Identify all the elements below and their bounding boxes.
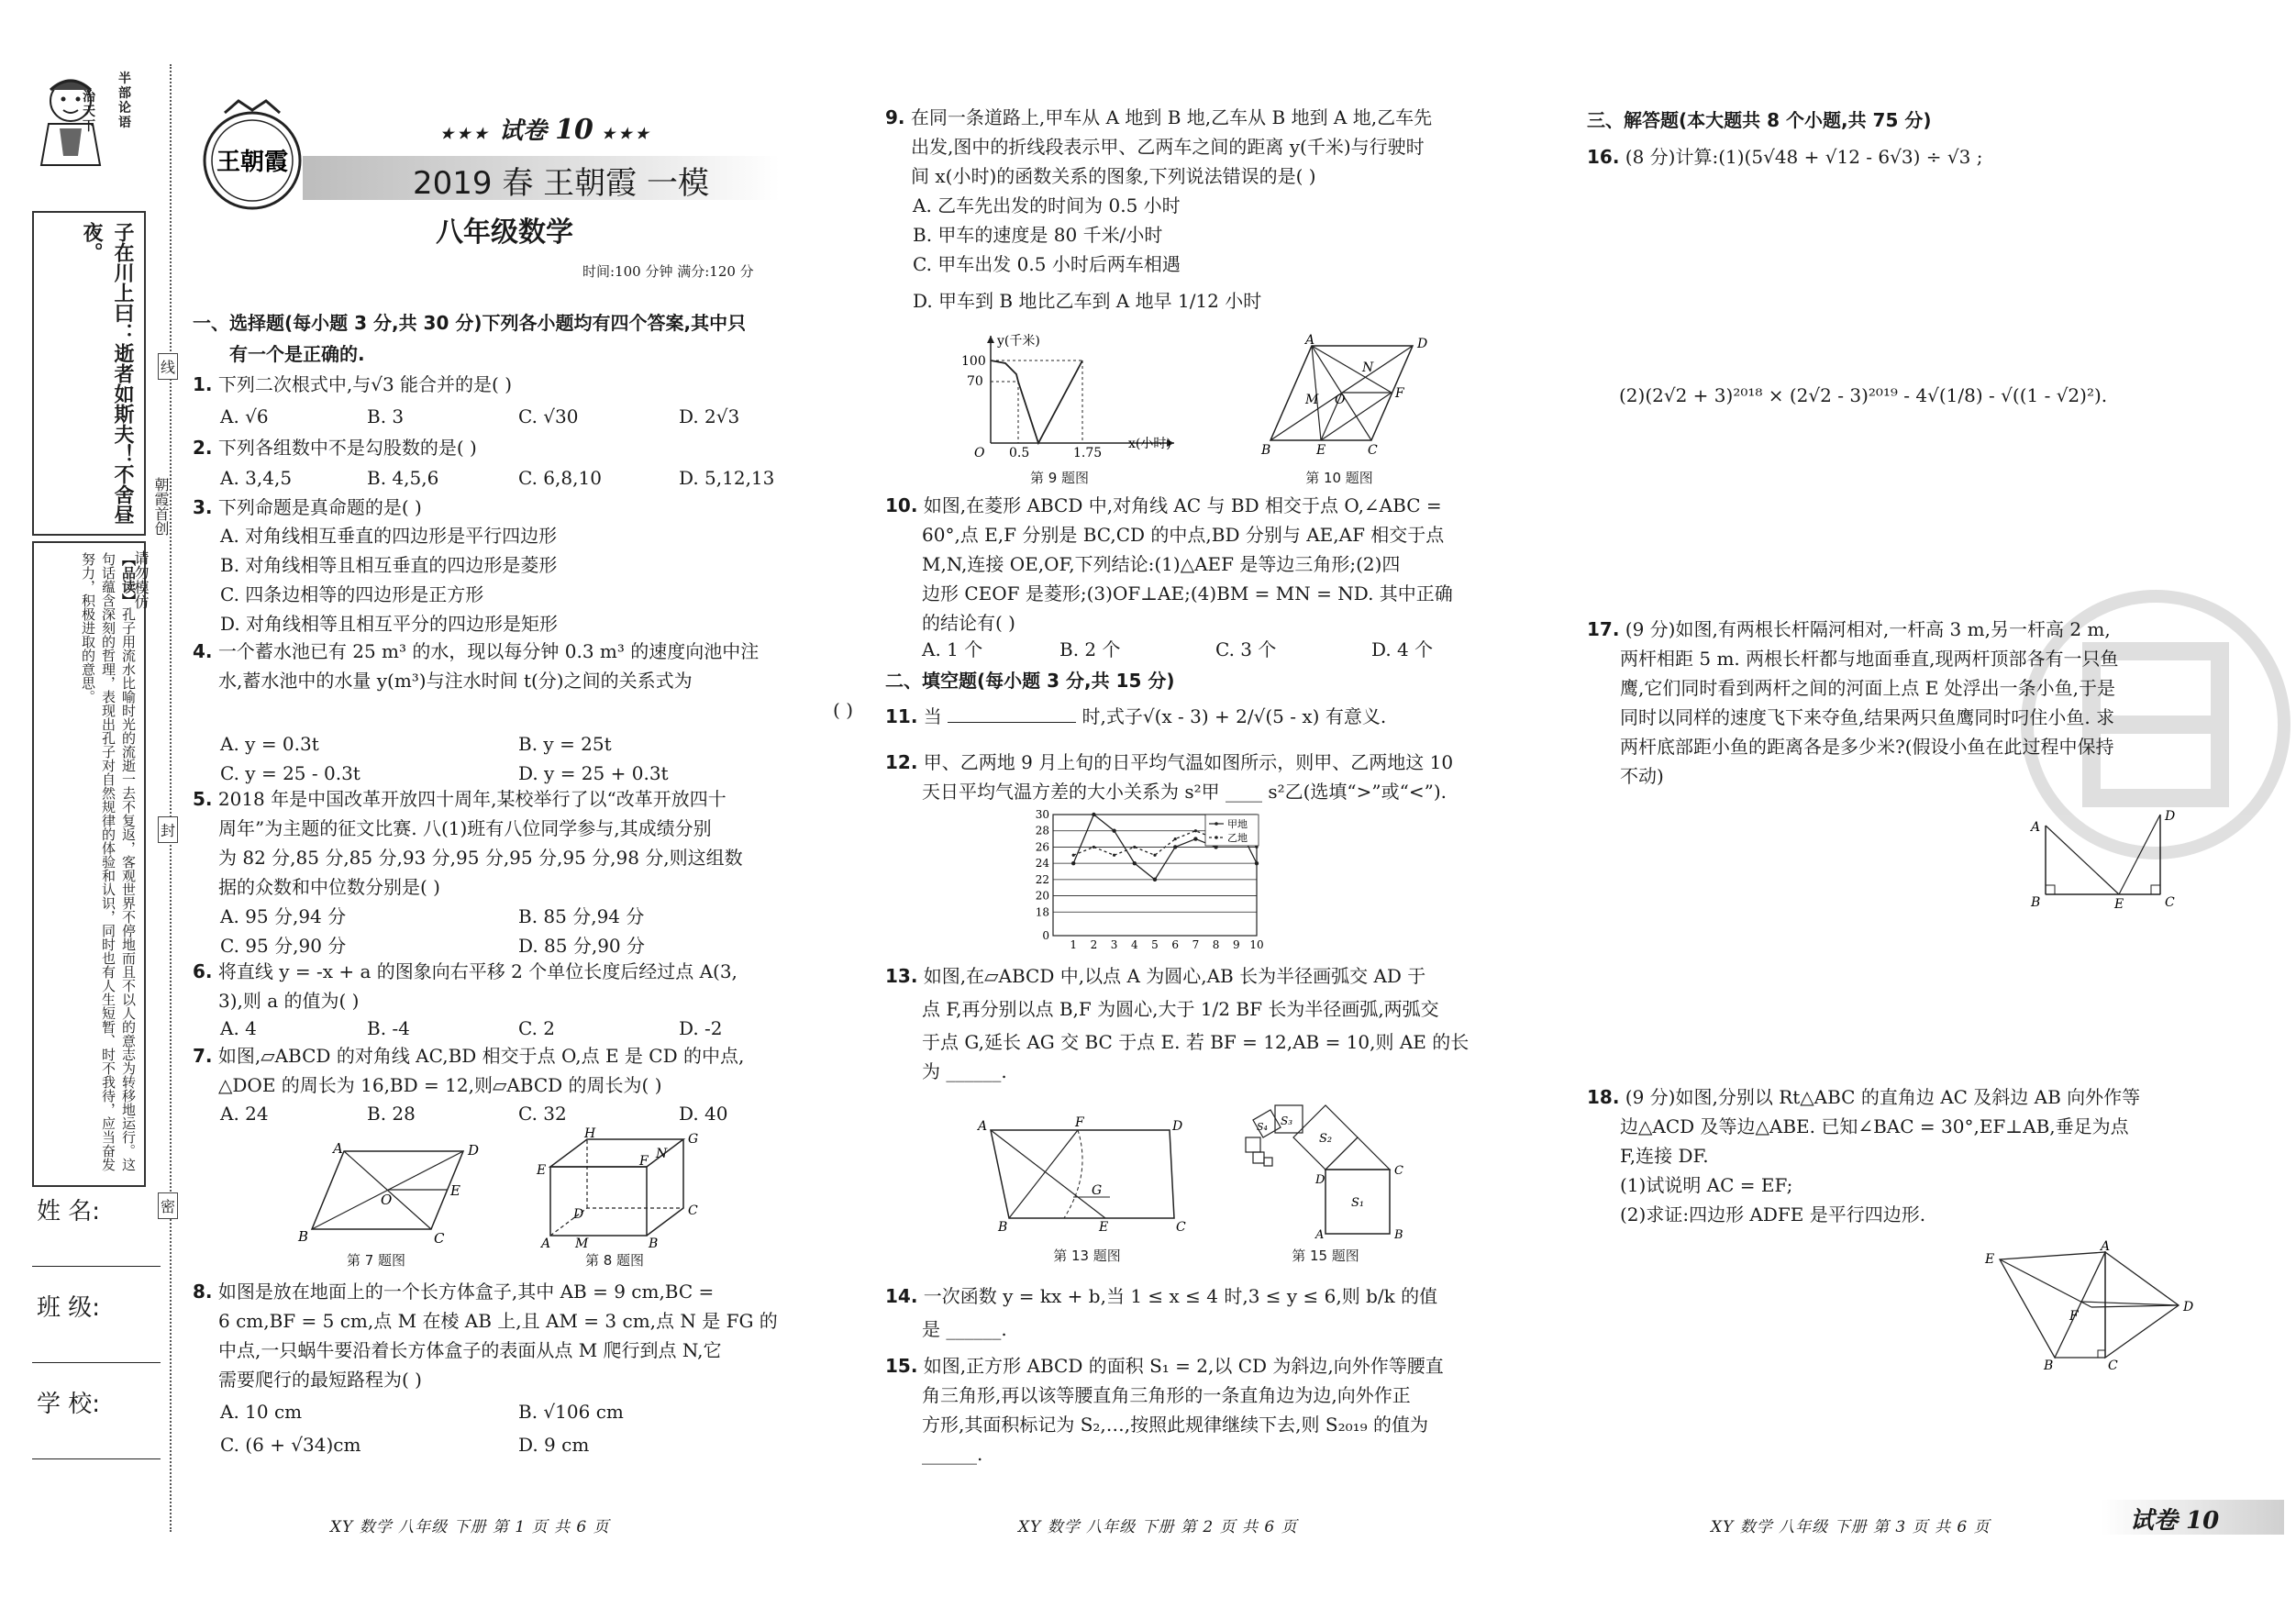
q1-option-a[interactable]: A. √6: [220, 405, 269, 427]
brand-char: 语: [118, 116, 131, 130]
svg-text:G: G: [1092, 1183, 1103, 1198]
chart-point: [1194, 829, 1197, 832]
name-label: 姓 名:: [37, 1198, 101, 1225]
quote-text: 子在川上曰：逝者如斯夫！不舍昼夜。: [80, 222, 135, 525]
paper-tag-text: 试卷 10: [2130, 1507, 2220, 1535]
svg-text:E: E: [1316, 443, 1326, 458]
figure-9: [954, 328, 1183, 461]
cut-mark: 密: [158, 1192, 178, 1219]
q8-options: [220, 1397, 862, 1461]
q7-option-a[interactable]: A. 24: [220, 1103, 269, 1125]
question-5: 5. 2018 年是中国改革开放四十周年,某校举行了以“改革开放四十 周年”为主题的征文比赛. 八(1)班有八位同学参与,其成绩分别 为 82 分,85 分,85 分,93 分,95 分,95 分,95 分,98 分,则这组数 据的众数和中位数分别是( ): [193, 788, 743, 898]
q7-option-c[interactable]: C. 32: [518, 1103, 567, 1125]
q2-option-c[interactable]: C. 6,8,10: [518, 467, 602, 489]
chart-x-tick-label: 7: [1192, 938, 1200, 951]
fig8-caption: 第 8 题图: [584, 1252, 645, 1269]
question-14: 14. 一次函数 y = kx + b,当 1 ≤ x ≤ 4 时,3 ≤ y ≤ 6,则 b/k 的值 是 ______.: [885, 1285, 1438, 1340]
figure-18: [1981, 1239, 2202, 1373]
svg-text:A: A: [978, 1119, 988, 1134]
commentary-text: [78, 552, 139, 1176]
chart-x-tick-label: 6: [1171, 938, 1180, 951]
q5-option-c[interactable]: C. 95 分,90 分: [220, 935, 347, 957]
chart-x-tick-label: 4: [1130, 938, 1138, 951]
chart-legend-marker: [1215, 836, 1218, 839]
temperature-chart: [1027, 807, 1289, 952]
question-1: 1. 下列二次根式中,与√3 能合并的是( ): [193, 373, 513, 395]
q11-answer-blank[interactable]: [948, 722, 1076, 723]
q9-option-a[interactable]: A. 乙车先出发的时间为 0.5 小时: [913, 194, 1181, 216]
footer-page3: XY 数学 八年级 下册 第 3 页 共 6 页: [1711, 1518, 1991, 1536]
footer-page1: XY 数学 八年级 下册 第 1 页 共 6 页: [330, 1518, 610, 1536]
svg-text:C: C: [2108, 1359, 2118, 1373]
class-field[interactable]: [32, 1362, 161, 1363]
svg-text:B: B: [2031, 895, 2041, 910]
fig9-y-tick-100: 100: [961, 354, 986, 369]
q6-option-a[interactable]: A. 4: [220, 1017, 257, 1039]
chart-x-tick-label: 1: [1070, 938, 1078, 951]
name-field[interactable]: [32, 1266, 161, 1267]
question-9: 9. 在同一条道路上,甲车从 A 地到 B 地,乙车从 B 地到 A 地,乙车先 出发,图中的折线段表示甲、乙两车之间的距离 y(千米)与行驶时 间 x(小时)的函数关系的图象,下列说法错误的是( ): [885, 106, 1433, 187]
brand-box: [83, 72, 139, 172]
q5-option-b[interactable]: B. 85 分,94 分: [518, 905, 645, 927]
question-16: 16. (8 分)计算:(1)(5√48 + √12 - 6√3) ÷ √3 ;: [1587, 146, 1983, 168]
svg-text:A: A: [333, 1140, 343, 1157]
time-info: 时间:100 分钟 满分:120 分: [582, 263, 754, 280]
svg-text:D: D: [1172, 1119, 1183, 1134]
chart-point: [1255, 861, 1259, 865]
commentary-box: [32, 541, 146, 1187]
svg-text:N: N: [1362, 360, 1374, 375]
commentary-body: 孔子用流水比喻时光的流逝一去不复返，客观世界不停地而且不以人的意志为转移地运行。这句话蕴含深刻的哲理，表现出孔子对自然规律的体验和认识，同时也有人生短暂、时不我待，应当奋发努力，积极进取的意思。: [80, 552, 137, 1171]
q3-option-d[interactable]: D. 对角线相等且相互平分的四边形是矩形: [220, 613, 559, 635]
svg-text:D: D: [2183, 1300, 2194, 1314]
svg-text:O: O: [381, 1192, 393, 1208]
svg-text:D: D: [1417, 337, 1428, 351]
question-17: 17. (9 分)如图,有两根长杆隔河相对,一杆高 3 m,另一杆高 2 m, 两杆相距 5 m. 两根长杆都与地面垂直,现两杆顶部各有一只鱼 鹰,它们同时看到两杆之间的河面上点 E 处浮出一条小鱼,于是 同时以同样的速度飞下来夺鱼,结果两只鱼鹰同时叼住小鱼. 求 两杆底部距小鱼的距离各是多少米?(假设小鱼在此过程中保持 不动): [1587, 618, 2119, 787]
fig9-x-tick-05: 0.5: [1009, 446, 1030, 460]
cut-mark: 线: [158, 353, 178, 380]
paper-tag: [2101, 1500, 2284, 1535]
svg-text:A: A: [2031, 820, 2041, 835]
svg-text:D: D: [1315, 1173, 1325, 1187]
chart-legend-label: 甲地: [1227, 818, 1248, 830]
svg-text:O: O: [1335, 393, 1346, 407]
q2-option-d[interactable]: D. 5,12,13: [679, 467, 775, 489]
q9-option-b[interactable]: B. 甲车的速度是 80 千米/小时: [913, 224, 1163, 246]
q1-option-d[interactable]: D. 2√3: [679, 405, 740, 427]
chart-point: [1092, 813, 1095, 816]
q4-option-b[interactable]: B. y = 25t: [518, 733, 612, 755]
chart-x-tick-label: 5: [1151, 938, 1159, 951]
svg-text:A: A: [1305, 333, 1315, 348]
school-label: 学 校:: [37, 1391, 101, 1418]
quote-box: [32, 211, 146, 536]
chart-x-tick-label: 3: [1110, 938, 1118, 951]
brand-char: 部: [118, 86, 131, 101]
sidebar: [28, 64, 147, 1596]
figure-10: [1261, 335, 1436, 459]
chart-y-tick-label: 0: [1042, 929, 1049, 942]
figure-8: [537, 1126, 711, 1251]
question-2: 2. 下列各组数中不是勾股数的是( ): [193, 437, 477, 459]
watermark-stamp: [2018, 587, 2293, 862]
chart-point: [1173, 845, 1177, 848]
figure-7: [289, 1142, 482, 1248]
q6-option-b[interactable]: B. -4: [367, 1017, 410, 1039]
logo-text: 王朝霞: [216, 149, 289, 176]
question-18: 18. (9 分)如图,分别以 Rt△ABC 的直角边 AC 及斜边 AB 向外作等 边△ACD 及等边△ABE. 已知∠BAC = 30°,EF⊥AB,垂足为点 F,连接 DF. (1)试说明 AC = EF; (2)求证:四边形 ADFE 是平行四边形.: [1587, 1086, 2141, 1225]
fig9-x-label: x(小时): [1128, 437, 1171, 451]
svg-text:E: E: [450, 1182, 460, 1199]
svg-text:D: D: [468, 1142, 480, 1159]
logo-seal: [188, 96, 316, 216]
q7-option-b[interactable]: B. 28: [367, 1103, 416, 1125]
q8-option-d[interactable]: D. 9 cm: [518, 1434, 590, 1456]
svg-text:H: H: [584, 1126, 596, 1141]
chart-point: [1071, 861, 1075, 865]
svg-text:M: M: [1305, 393, 1319, 407]
q1-option-c[interactable]: C. √30: [518, 405, 579, 427]
q10-option-c[interactable]: C. 3 个: [1215, 638, 1277, 660]
question-13: 13. 如图,在▱ABCD 中,以点 A 为圆心,AB 长为半径画弧交 AD 于 点 F,再分别以点 B,F 为圆心,大于 1/2 BF 长为半径画弧,两弧交 于点 G,延长 AG 交 BC 于点 E. 若 BF = 12,AB = 10,则 AE 的长 为 ______.: [885, 965, 1470, 1082]
class-label: 班 级:: [37, 1294, 101, 1322]
q7-option-d[interactable]: D. 40: [679, 1103, 728, 1125]
fig9-y-tick-70: 70: [967, 374, 983, 389]
stamp-text: 朝霞首创: [152, 477, 170, 536]
chart-point: [1112, 829, 1115, 833]
q4-option-c[interactable]: C. y = 25 - 0.3t: [220, 762, 360, 784]
chart-y-tick-label: 30: [1035, 808, 1049, 821]
q4-option-d[interactable]: D. y = 25 + 0.3t: [518, 762, 669, 784]
figure-13: [972, 1110, 1192, 1238]
svg-text:A: A: [2101, 1239, 2111, 1254]
question-8: 8. 如图是放在地面上的一个长方体盒子,其中 AB = 9 cm,BC = 6 cm,BF = 5 cm,点 M 在棱 AB 上,且 AM = 3 cm,点 N 是 FG 的 中点,一只蜗牛要沿着长方体盒子的表面从点 M 爬行到点 N,它 需要爬行的最短路程为( ): [193, 1281, 778, 1391]
fig9-y-label: y(千米): [997, 334, 1040, 349]
question-4: 4. 一个蓄水池已有 25 m³ 的水，现以每分钟 0.3 m³ 的速度向池中注 水,蓄水池中的水量 y(m³)与注水时间 t(分)之间的关系式为 ( ): [193, 640, 853, 721]
question-10: 10. 如图,在菱形 ABCD 中,对角线 AC 与 BD 相交于点 O,∠ABC = 60°,点 E,F 分别是 BC,CD 的中点,BD 分别与 AE,AF 相交于点 M,N,连接 OE,OF,下列结论:(1)△AEF 是等边三角形;(2)四 边形 CEOF 是菱形;(3)OF⊥AE;(4)BM = MN = ND. 其中正确 的结论有( ): [885, 494, 1453, 634]
footer-page2: XY 数学 八年级 下册 第 2 页 共 6 页: [1018, 1518, 1298, 1536]
chart-point: [1153, 878, 1157, 882]
brand-char: 天: [83, 105, 95, 119]
svg-text:E: E: [1099, 1220, 1109, 1235]
svg-text:M: M: [575, 1237, 589, 1251]
fig9-x-tick-175: 1.75: [1073, 446, 1103, 460]
q2-option-b[interactable]: B. 4,5,6: [367, 467, 439, 489]
chart-point: [1174, 837, 1177, 840]
svg-text:F: F: [1395, 386, 1404, 401]
q8-option-a[interactable]: A. 10 cm: [220, 1401, 303, 1423]
svg-text:S₂: S₂: [1319, 1132, 1333, 1146]
chart-y-tick-label: 18: [1035, 905, 1049, 919]
chart-point: [1072, 854, 1075, 857]
svg-text:G: G: [688, 1132, 699, 1147]
q5-option-d[interactable]: D. 85 分,90 分: [518, 935, 646, 957]
svg-text:C: C: [1176, 1220, 1186, 1235]
svg-text:D: D: [573, 1207, 584, 1222]
section1-title: 一、选择题(每小题 3 分,共 30 分)下列各小题均有四个答案,其中只 有一个是正确的.: [193, 312, 747, 365]
chart-point: [1133, 861, 1137, 865]
chart-point: [1113, 854, 1115, 857]
cut-line: [170, 64, 172, 1532]
svg-text:C: C: [434, 1230, 445, 1247]
q4-option-a[interactable]: A. y = 0.3t: [220, 733, 319, 755]
svg-text:D: D: [2165, 809, 2176, 824]
fig13-caption: 第 13 题图: [1053, 1248, 1121, 1264]
q2-option-a[interactable]: A. 3,4,5: [220, 467, 293, 489]
page-title: 2019 春 王朝霞 一模: [413, 165, 709, 202]
q3-option-c[interactable]: C. 四条边相等的四边形是正方形: [220, 583, 484, 605]
subject-title: 八年级数学: [436, 216, 573, 249]
mascot-icon: [32, 73, 110, 174]
chart-x-tick-label: 8: [1212, 938, 1220, 951]
q9-options: [913, 191, 1261, 316]
svg-text:S₄: S₄: [1257, 1121, 1268, 1133]
chart-point: [1153, 854, 1156, 857]
q9-option-c[interactable]: C. 甲车出发 0.5 小时后两车相遇: [913, 253, 1181, 275]
chart-x-tick-label: 10: [1249, 938, 1264, 951]
q9-option-d[interactable]: D. 甲车到 B 地比乙车到 A 地早 1/12 小时: [913, 290, 1262, 312]
q10-option-a[interactable]: A. 1 个: [922, 638, 983, 660]
figure-15: [1220, 1101, 1422, 1242]
fig15-caption: 第 15 题图: [1292, 1248, 1359, 1264]
fig10-caption: 第 10 题图: [1305, 470, 1373, 486]
svg-text:A: A: [1315, 1228, 1325, 1242]
q10-option-d[interactable]: D. 4 个: [1371, 638, 1434, 660]
chart-x-tick-label: 2: [1090, 938, 1098, 951]
svg-text:B: B: [649, 1237, 659, 1251]
chart-point: [1093, 846, 1095, 848]
svg-text:S₁: S₁: [1351, 1196, 1365, 1210]
chart-legend-label: 乙地: [1227, 832, 1248, 844]
fig7-caption: 第 7 题图: [346, 1252, 406, 1269]
q3-options: [220, 521, 558, 638]
q3-option-b[interactable]: B. 对角线相等且相互垂直的四边形是菱形: [220, 554, 558, 576]
question-6: 6. 将直线 y = -x + a 的图象向右平移 2 个单位长度后经过点 A(3, 3),则 a 的值为( ): [193, 960, 738, 1012]
brand-char: 半: [118, 72, 131, 86]
fig9-x-tick-o: O: [974, 446, 985, 460]
svg-text:C: C: [688, 1203, 698, 1218]
section2-title: 二、填空题(每小题 3 分,共 15 分): [885, 670, 1175, 692]
brand-char: 治: [83, 90, 95, 105]
section3-title: 三、解答题(本大题共 8 个小题,共 75 分): [1587, 109, 1932, 131]
q3-option-a[interactable]: A. 对角线相互垂直的四边形是平行四边形: [220, 525, 558, 547]
q5-option-a[interactable]: A. 95 分,94 分: [220, 905, 347, 927]
q8-option-c[interactable]: C. (6 + √34)cm: [220, 1434, 361, 1456]
fig9-caption: 第 9 题图: [1029, 470, 1090, 486]
svg-text:N: N: [656, 1147, 668, 1161]
q6-option-d[interactable]: D. -2: [679, 1017, 723, 1039]
q6-option-c[interactable]: C. 2: [518, 1017, 556, 1039]
chart-x-tick-label: 9: [1232, 938, 1240, 951]
chart-point: [1133, 846, 1136, 848]
chart-y-tick-label: 24: [1035, 857, 1049, 871]
question-15: 15. 如图,正方形 ABCD 的面积 S₁ = 2,以 CD 为斜边,向外作等腰直 角三角形,再以该等腰直角三角形的一条直角边为边,向外作正 方形,其面积标记为 S₂,…,按照此规律继续下去,则 S₂₀₁₉ 的值为 ______.: [885, 1355, 1444, 1465]
q10-option-b[interactable]: B. 2 个: [1059, 638, 1121, 660]
chart-y-tick-label: 26: [1035, 840, 1049, 854]
svg-text:C: C: [1368, 443, 1378, 458]
svg-text:B: B: [1394, 1228, 1403, 1242]
chart-legend-marker: [1215, 822, 1218, 826]
brand-char: 下: [83, 119, 95, 134]
question-12: 12. 甲、乙两地 9 月上旬的日平均气温如图所示，则甲、乙两地这 10 天日平均气温方差的大小关系为 s²甲 ____ s²乙(选填“>”或“<”).: [885, 751, 1454, 803]
svg-text:S₃: S₃: [1281, 1115, 1293, 1127]
question-3: 3. 下列命题是真命题的是( ): [193, 496, 422, 518]
q8-option-b[interactable]: B. √106 cm: [518, 1401, 624, 1423]
paper-label: ★★★ 试卷 10 ★★★: [440, 114, 653, 146]
stamp-text-2: 请勿模仿: [132, 550, 150, 609]
svg-text:E: E: [537, 1163, 547, 1178]
chart-y-tick-label: 22: [1035, 872, 1049, 886]
svg-text:A: A: [541, 1237, 551, 1251]
cut-mark: 封: [158, 816, 178, 843]
svg-text:E: E: [2114, 897, 2124, 912]
svg-text:B: B: [998, 1220, 1008, 1235]
svg-text:E: E: [1985, 1252, 1995, 1267]
school-field[interactable]: [32, 1458, 161, 1459]
chart-point: [1193, 837, 1197, 840]
svg-text:B: B: [298, 1228, 309, 1245]
commentary-label: 【品读】: [120, 552, 137, 607]
svg-text:C: C: [1394, 1164, 1403, 1178]
svg-text:F: F: [639, 1154, 649, 1169]
question-7: 7. 如图,▱ABCD 的对角线 AC,BD 相交于点 O,点 E 是 CD 的中点, △DOE 的周长为 16,BD = 12,则▱ABCD 的周长为( ): [193, 1045, 745, 1096]
brand-char: 论: [118, 101, 131, 116]
svg-text:C: C: [2165, 895, 2175, 910]
svg-text:F: F: [2069, 1309, 2079, 1324]
q1-option-b[interactable]: B. 3: [367, 405, 405, 427]
question-11: 11. 当 时,式子√(x - 3) + 2/√(5 - x) 有意义.: [885, 705, 1387, 727]
svg-text:F: F: [1075, 1115, 1084, 1130]
question-16-part2: (2)(2√2 + 3)²⁰¹⁸ × (2√2 - 3)²⁰¹⁹ - 4√(1/8) - √((1 - √2)²).: [1619, 384, 2108, 406]
chart-y-tick-label: 20: [1035, 889, 1049, 903]
svg-text:B: B: [1261, 443, 1271, 458]
chart-y-tick-label: 28: [1035, 824, 1049, 837]
svg-text:B: B: [2044, 1359, 2054, 1373]
